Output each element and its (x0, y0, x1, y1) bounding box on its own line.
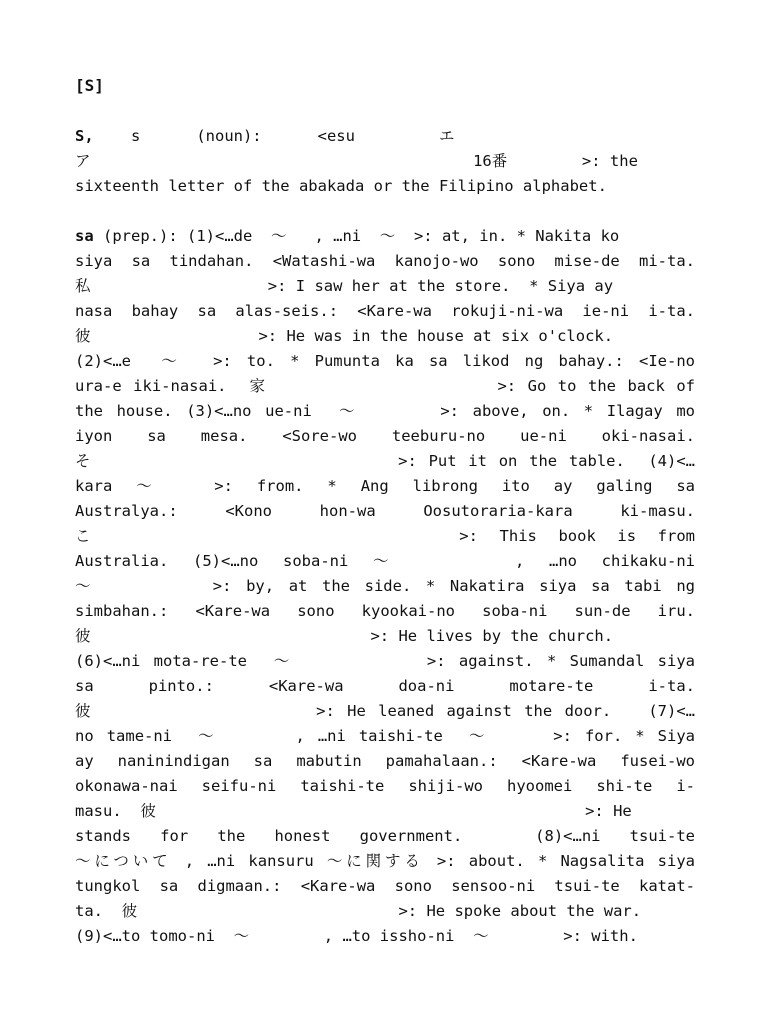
text-line (75, 674, 695, 698)
entry-headword: S, (75, 127, 94, 145)
text-line (75, 824, 695, 848)
line-text: sa pinto.: <Kare-wa doa-ni motare-te i-ta. (75, 677, 695, 695)
text-line (75, 249, 695, 273)
text-line (75, 274, 695, 298)
line-text: (9)<…to tomo-ni ～ , …to issho-ni ～ >: with. (75, 927, 638, 945)
line-text: 彼 >: He lives by the church. (75, 627, 614, 645)
text-line (75, 399, 695, 423)
text-line (75, 424, 695, 448)
text-line (75, 799, 695, 823)
line-text: tungkol sa digmaan.: <Kare-wa sono sensoo-ni tsui-te katat- (75, 877, 695, 895)
line-text: (2)<…e ～ >: to. * Pumunta ka sa likod ng bahay.: <Ie-no (75, 352, 695, 370)
line-text: 彼 >: He was in the house at six o'clock. (75, 327, 614, 345)
line-text: こ >: This book is from (75, 527, 695, 545)
entry-headword: sa (75, 227, 94, 245)
line-text: nasa bahay sa alas-seis.: <Kare-wa rokuji-ni-wa ie-ni i-ta. (75, 302, 695, 320)
line-text: kara ～ >: from. * Ang librong ito ay galing sa (75, 477, 695, 495)
text-line (75, 699, 695, 723)
text-line (75, 849, 695, 873)
line-text: simbahan.: <Kare-wa sono kyookai-no soba-ni sun-de iru. (75, 602, 695, 620)
line-text: the house. (3)<…no ue-ni ～ >: above, on. * Ilagay mo (75, 402, 695, 420)
text-line (75, 574, 695, 598)
line-text: stands for the honest government. (8)<…ni tsui-te (75, 827, 695, 845)
line-text: s (noun): <esu エ (93, 127, 455, 145)
line-text: no tame-ni ～ , …ni taishi-te ～ >: for. * Siya (75, 727, 695, 745)
text-line (75, 924, 695, 948)
line-text: Australya.: <Kono hon-wa Oosutoraria-kara ki-masu. (75, 502, 695, 520)
text-line (75, 299, 695, 323)
text-line (75, 449, 695, 473)
text-line (75, 149, 695, 173)
text-line (75, 599, 695, 623)
line-text: ta. 彼 >: He spoke about the war. (75, 902, 642, 920)
section-heading: [S] (75, 76, 104, 95)
text-line (75, 549, 695, 573)
text-line (75, 224, 695, 248)
text-line (75, 374, 695, 398)
text-line (75, 324, 695, 348)
text-line (75, 874, 695, 898)
text-line (75, 124, 695, 148)
line-text: 彼 >: He leaned against the door. (7)<… (75, 702, 695, 720)
text-line (75, 524, 695, 548)
text-line (75, 749, 695, 773)
line-text: ～ >: by, at the side. * Nakatira siya sa tabi ng (75, 577, 695, 595)
line-text: iyon sa mesa. <Sore-wo teeburu-no ue-ni oki-nasai. (75, 427, 695, 445)
line-text: ay naninindigan sa mabutin pamahalaan.: <Kare-wa fusei-wo (75, 752, 695, 770)
text-line (75, 624, 695, 648)
text-line (75, 899, 695, 923)
text-line (75, 474, 695, 498)
line-text: okonawa-nai seifu-ni taishi-te shiji-wo hyoomei shi-te i- (75, 777, 695, 795)
line-text: masu. 彼 >: He (75, 802, 632, 820)
line-text: (6)<…ni mota-re-te ～ >: against. * Sumandal siya (75, 652, 695, 670)
text-line (75, 649, 695, 673)
text-line (75, 774, 695, 798)
line-text: ura-e iki-nasai. 家 >: Go to the back of (75, 377, 695, 395)
text-line (75, 724, 695, 748)
text-line (75, 499, 695, 523)
line-text: Australia. (5)<…no soba-ni ～ , …no chikaku-ni (75, 552, 695, 570)
line-text: ～について , …ni kansuru ～に関する >: about. * Nagsalita siya (75, 852, 695, 870)
line-text: (prep.): (1)<…de ～ , …ni ～ >: at, in. * Nakita ko (93, 227, 620, 245)
line-text: そ >: Put it on the table. (4)<… (75, 452, 695, 470)
line-text: sixteenth letter of the abakada or the Filipino alphabet. (75, 177, 607, 195)
text-line (75, 174, 695, 198)
line-text: ア 16番 >: the (75, 152, 638, 170)
line-text: siya sa tindahan. <Watashi-wa kanojo-wo sono mise-de mi-ta. (75, 252, 695, 270)
line-text: 私 >: I saw her at the store. * Siya ay (75, 277, 614, 295)
text-line (75, 349, 695, 373)
